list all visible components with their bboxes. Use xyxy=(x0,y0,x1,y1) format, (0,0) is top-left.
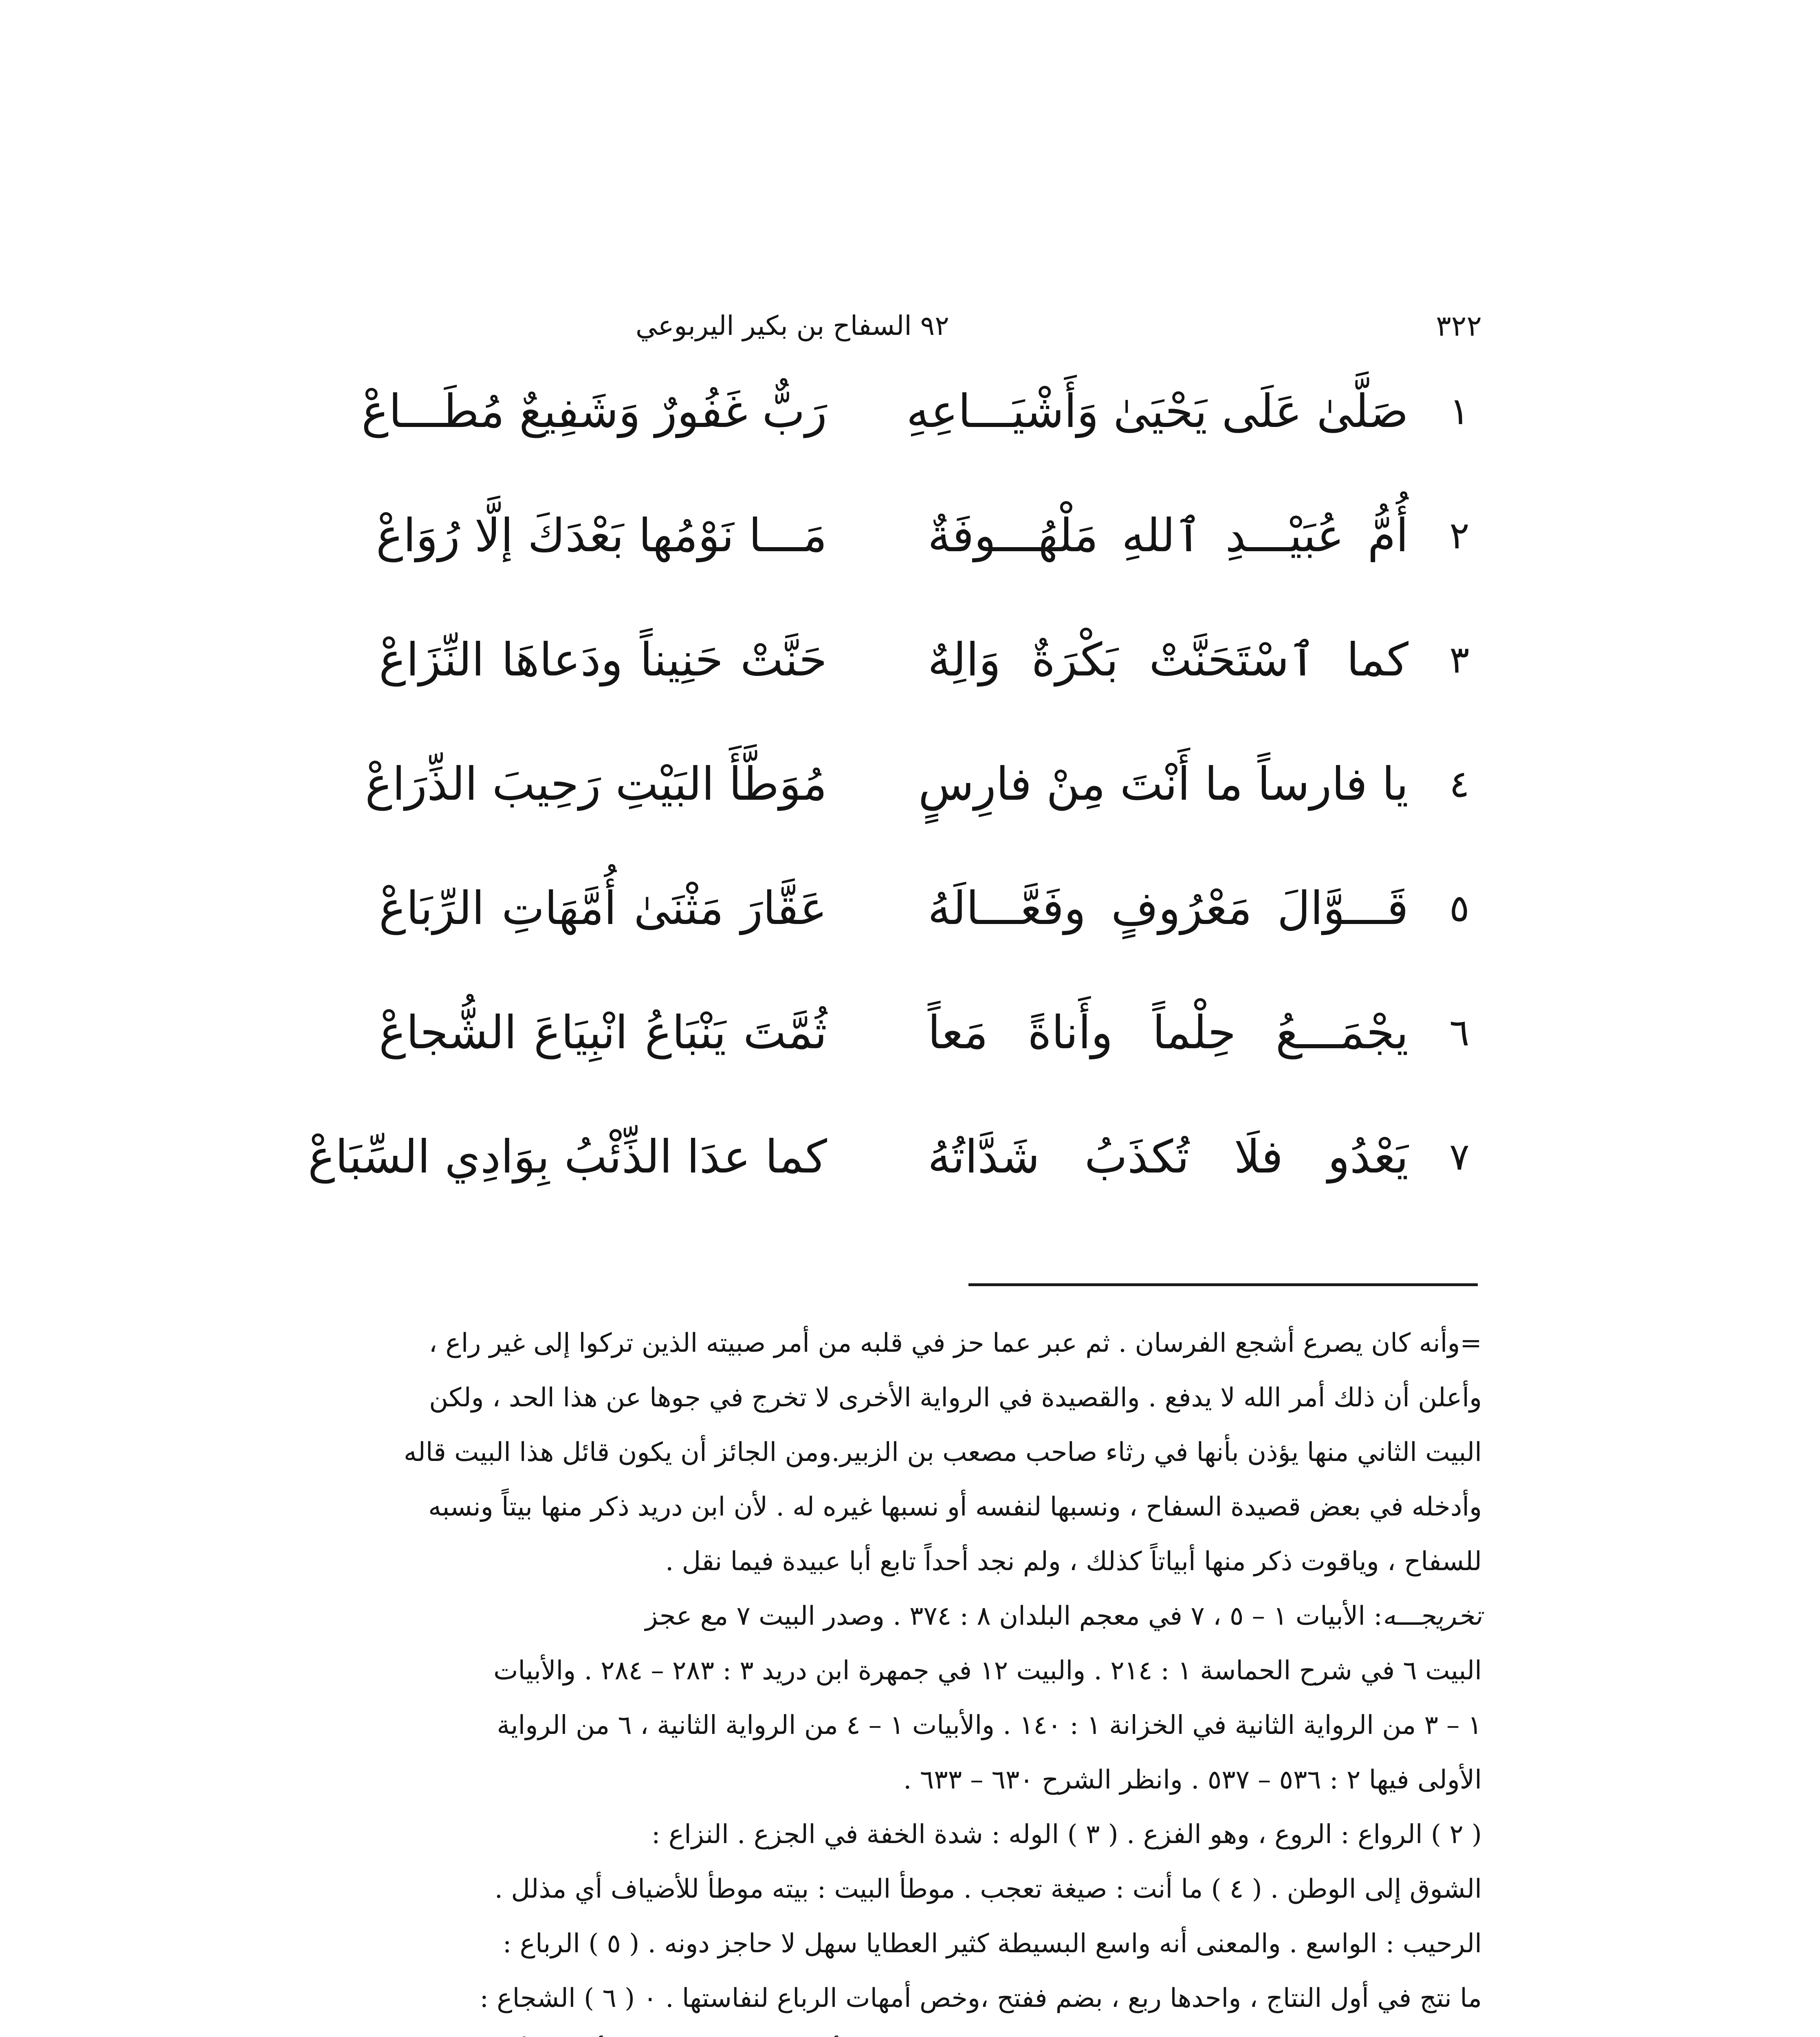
footnotes xyxy=(338,1316,1482,2037)
footnote-separator xyxy=(968,1283,1478,1286)
note-line: الشوق إلى الوطن . ( ٤ ) ما أنت : صيغة تعجب . موطأ البيت : بيته موطأ للأضياف أي مذلل . xyxy=(494,1874,1482,1904)
takhrij-text: : الأبيات ١ – ٥ ، ٧ في معجم البلدان ٨ : ٣٧٤ . وصدر البيت ٧ مع عجز xyxy=(645,1601,1382,1631)
note-line: =وأنه كان يصرع أشجع الفرسان . ثم عبر عما حز في قلبه من أمر صبيته الذين تركوا إلى غير راع ، xyxy=(429,1328,1482,1358)
note-line: وأدخله في بعض قصيدة السفاح ، ونسبها لنفسه أو نسبها غيره له . لأن ابن دريد ذكر منها بيتاً ونسبه xyxy=(428,1492,1482,1522)
verse-4 xyxy=(365,739,1478,821)
poem xyxy=(308,367,1478,1247)
verse-number: ١ xyxy=(1449,389,1470,433)
verse-number: ٥ xyxy=(1449,887,1470,930)
verse-second-hemistich: مَـــا نَوْمُها بَعْدَكَ إلَّا رُوَاعْ xyxy=(376,509,827,562)
verse-second-hemistich: مُوَطَّأَ البَيْتِ رَحِيبَ الذِّرَاعْ xyxy=(365,758,827,811)
verse-second-hemistich: ثُمَّتَ يَنْبَاعُ انْبِيَاعَ الشُّجاعْ xyxy=(379,1006,827,1059)
note-line: الأولى فيها ٢ : ٥٣٦ – ٥٣٧ . وانظر الشرح ٦٣٠ – ٦٣٣ . xyxy=(903,1765,1482,1795)
note-line xyxy=(338,1589,1482,1643)
note-line: ١ – ٣ من الرواية الثانية في الخزانة ١ : ١٤٠ . والأبيات ١ – ٤ من الرواية الثانية ، ٦ من الرواية xyxy=(497,1710,1482,1740)
verse-first-hemistich: يجْمَـــعُ حِلْماً وأَناةً مَعاً xyxy=(928,1006,1408,1059)
verse-5 xyxy=(379,864,1478,945)
verse-first-hemistich: يا فارساً ما أَنْتَ مِنْ فارِسٍ xyxy=(918,758,1408,811)
verse-3 xyxy=(379,615,1478,697)
note-line: للسفاح ، وياقوت ذكر منها أبياتاً كذلك ، ولم نجد أحداً تابع أبا عبيدة فيما نقل . xyxy=(665,1546,1482,1577)
verse-number: ٢ xyxy=(1449,514,1470,557)
verse-number: ٤ xyxy=(1449,762,1470,806)
verse-2 xyxy=(376,491,1478,572)
takhrij-label: تخريجـــه xyxy=(1382,1601,1482,1631)
note-line: ما نتج في أول النتاج ، واحدها ربع ، بضم ففتح ،وخص أمهات الرباع لنفاستها . ٠ ( ٦ ) الشجاع : xyxy=(480,1983,1482,2013)
commentary-paragraph xyxy=(338,1316,1482,1589)
note-line xyxy=(338,2026,1482,2037)
verse-first-hemistich: أُمُّ عُبَيْـــدِ ٱللهِ مَلْهُـــوفَةٌ xyxy=(928,509,1408,562)
note-line: الرحيب : الواسع . والمعنى أنه واسع البسيطة كثير العطايا سهل لا حاجز دونه . ( ٥ ) الرباع : xyxy=(502,1929,1482,1959)
verse-6 xyxy=(379,988,1478,1069)
note-line: البيت الثاني منها يؤذن بأنها في رثاء صاحب مصعب بن الزبير.ومن الجائز أن يكون قائل هذا البيت قاله xyxy=(403,1437,1482,1467)
takhrij-paragraph xyxy=(338,1589,1482,1807)
note-line: وأعلن أن ذلك أمر الله لا يدفع . والقصيدة في الرواية الأخرى لا تخرج في جوها عن هذا الحد ، ولكن xyxy=(429,1383,1482,1413)
verse-second-hemistich: رَبٌّ غَفُورٌ وَشَفِيعٌ مُطَـــاعْ xyxy=(361,385,827,438)
verse-number: ٣ xyxy=(1449,638,1470,682)
page-number: ٣٢٢ xyxy=(1436,309,1482,343)
running-header xyxy=(636,301,1482,350)
verse-number: ٦ xyxy=(1449,1011,1470,1054)
verse-number: ٧ xyxy=(1449,1135,1470,1179)
note-line: البيت ٦ في شرح الحماسة ١ : ٢١٤ . والبيت ١٢ في جمهرة ابن دريد ٣ : ٢٨٣ – ٢٨٤ . والأبيات xyxy=(493,1656,1482,1686)
verse-first-hemistich: كما ٱسْتَحَنَّتْ بَكْرَةٌ وَالِهٌ xyxy=(928,634,1408,686)
verse-second-hemistich: عَقَّارَ مَثْنَىٰ أُمَّهَاتِ الرِّبَاعْ xyxy=(379,882,827,935)
note-line: ( ٢ ) الرواع : الروع ، وهو الفزع . ( ٣ ) الوله : شدة الخفة في الجزع . النزاع : xyxy=(651,1819,1482,1850)
verse-1 xyxy=(361,367,1478,448)
verse-7 xyxy=(308,1112,1478,1194)
glossary-paragraph xyxy=(338,1807,1482,2037)
verse-second-hemistich: كما عدَا الذِّئْبُ بِوَادِي السِّبَاعْ xyxy=(308,1131,827,1183)
verse-first-hemistich: يَعْدُو فلَا تُكذَبُ شَدَّاتُهُ xyxy=(928,1131,1408,1183)
verse-second-hemistich: حَنَّتْ حَنِيناً ودَعاهَا النِّزَاعْ xyxy=(379,634,827,686)
running-title: ٩٢ السفاح بن بكير اليربوعي xyxy=(636,310,949,341)
verse-first-hemistich: قَـــوَّالَ مَعْرُوفٍ وفَعَّـــالَهُ xyxy=(928,882,1408,935)
verse-first-hemistich: صَلَّىٰ عَلَى يَحْيَىٰ وَأَشْيَـــاعِهِ xyxy=(906,385,1408,438)
